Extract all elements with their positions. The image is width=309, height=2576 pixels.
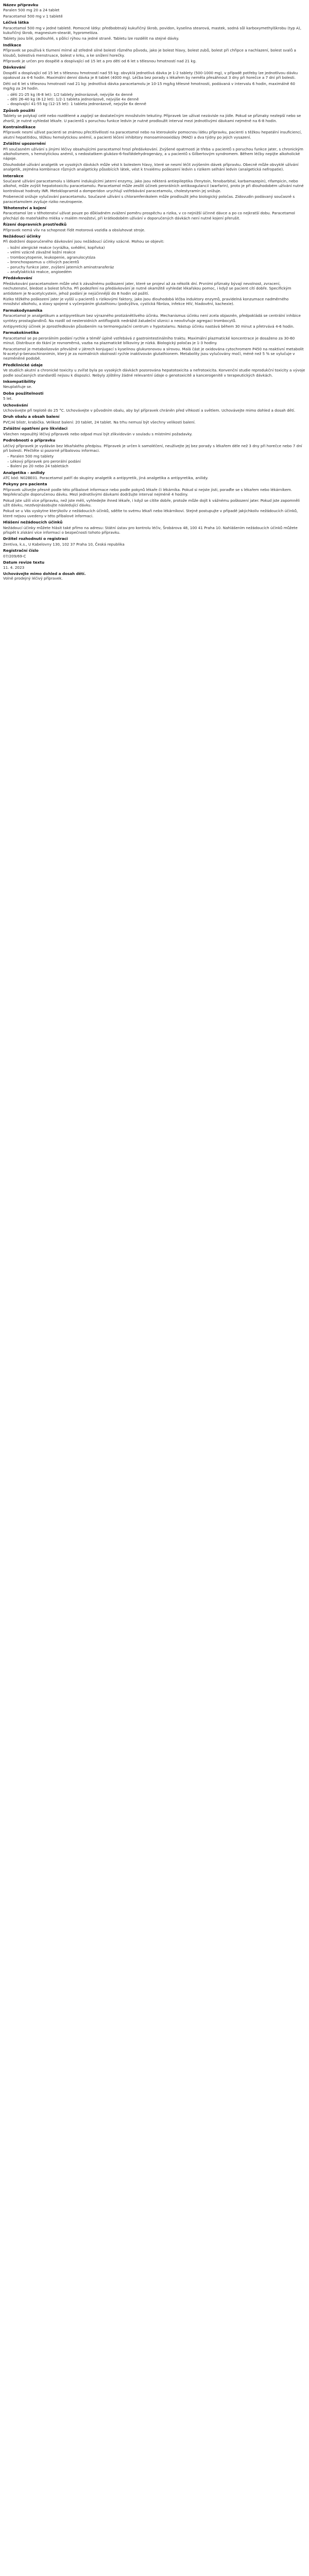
section-title: Farmakodynamika [3, 308, 43, 313]
document-section [3, 426, 306, 436]
section-title: Podrobnosti o přípravku [3, 438, 56, 443]
section-bullet-item: – děti 26-40 kg (8-12 let): 1/2-1 tableta jednorázově, nejvýše 4x denně [7, 97, 306, 101]
document-title: Název přípravku [3, 3, 39, 7]
section-paragraph: ATC kód: N02BE01. Paracetamol patří do skupiny analgetik a antipyretik, jiná analgetika a antipyretika, anilidy. [3, 475, 209, 480]
section-paragraph: Nežádoucí účinky můžete hlásit také přímo na adresu: Státní ústav pro kontrolu léčiv, Šrobárova 48, 100 41 Praha 10. Nahlášením nežádoucích účinků můžete přispět k získání více informací o bezpečnosti tohoto přípravku. [3, 525, 298, 535]
document-section [3, 141, 306, 172]
section-title: Datum revize textu [3, 560, 45, 565]
document-section [3, 391, 306, 401]
section-paragraph: Děti od 6 let s tělesnou hmotností nad 21 kg: jednotlivá dávka paracetamolu je 10-15 mg/kg tělesné hmotnosti, podávaná v intervalu 6 hodin, maximálně 60 mg/kg za 24 hodin. [3, 81, 295, 91]
document-section [3, 125, 306, 140]
section-bullet-item: – velmi vzácně závažné kožní reakce [7, 250, 306, 255]
section-paragraph: Pokud se u Vás vyskytne kterýkoliv z nežádoucích účinků, sdělte to svému lékaři nebo lékárníkovi. Stejně postupujte v případě jakýchkoliv nežádoucích účinků, které nejsou uvedeny v této příbalové informaci. [3, 509, 298, 518]
section-paragraph: Přípravek se používá k tlumení mírné až středně silné bolesti různého původu, jako je bolest hlavy, bolest zubů, bolest při chřipce a nachlazení, bolest svalů a kloubů, bolestivá menstruace, bolest v krku, a ke snížení horečky. [3, 48, 296, 58]
section-paragraph: Paracetamol se po perorálním podání rychle a téměř úplně vstřebává z gastrointestinálního traktu. Maximální plazmatické koncentrace je dosaženo za 30-60 minut. Distribuce do tkání je rovnoměrná, vazba na plazmatické bílkoviny je nízká. Biologický poločas je 1-3 hodiny. [3, 335, 295, 346]
section-paragraph: Probenecid snižuje vylučování paracetamolu. Současné užívání s chloramfenikolem může prodloužit jeho biologický poločas. Zidovudin podávaný současně s paracetamolem zvyšuje riziko neutropenie. [3, 194, 295, 204]
section-paragraph: Při současném užívání s jinými léčivy obsahujícími paracetamol hrozí předávkování. Zvýšené opatrnosti je třeba u pacientů s poruchou funkce jater, s chronickým alkoholismem, s hemolytickou anémií, s nedostatkem glukózo-6-fosfátdehydrogenázy, a u pacientů s Gilbertovým syndromem. Během léčby nepijte alkoholické nápoje. [3, 146, 303, 161]
section-paragraph: Neuplatňuje se. [3, 384, 32, 389]
section-paragraph: Přípravek nemá vliv na schopnost řídit motorová vozidla a obsluhovat stroje. [3, 227, 146, 232]
document-section [3, 276, 306, 306]
section-paragraph: Tablety jsou bílé, podlouhlé, s půlicí rýhou na jedné straně. Tabletu lze rozdělit na stejné dávky. [3, 36, 179, 41]
section-title: Dávkování [3, 65, 26, 70]
section-bullet-item: – poruchy funkce jater, zvýšení jaterních aminotransferáz [7, 265, 306, 269]
section-title: Zvláštní upozornění [3, 141, 46, 146]
section-paragraph: Přípravek je určen pro dospělé a dospívající od 15 let a pro děti od 6 let s tělesnou hmotností nad 21 kg. [3, 59, 197, 64]
section-paragraph: Paracetamol 500 mg v jedné tabletě. Pomocné látky: předbobtnalý kukuřičný škrob, povidon, kyselina stearová, mastek, sodná sůl karboxymethylškrobu (typ A), kukuřičný škrob, magnesium-stearát, hypromelóza. [3, 25, 301, 36]
document-section [3, 330, 306, 361]
section-title: Registrační číslo [3, 548, 39, 553]
document-section [3, 470, 306, 481]
section-bullet-list [7, 454, 306, 468]
section-paragraph: Dospělí a dospívající od 15 let s tělesnou hmotností nad 55 kg: obvyklá jednotlivá dávka je 1-2 tablety (500-1000 mg), v případě potřeby lze jednotlivou dávku opakovat za 4-6 hodin. Maximální denní dávka je 8 tablet (4000 mg). Léčba bez porady s lékařem by neměla přesáhnout 3 dny při horečce a 7 dní při bolesti. [3, 70, 298, 80]
section-paragraph: Léčivý přípravek je vydáván bez lékařského předpisu. Přípravek je určen k samoléčení, neužívejte jej bez porady s lékařem déle než 3 dny při horečce nebo 7 dní při bolesti. Přečtěte si pozorně příbalovou informaci. [3, 443, 302, 453]
section-title: Uchovávání [3, 402, 28, 408]
section-paragraph: Zentiva, k.s., U Kabelovny 130, 102 37 Praha 10, Česká republika [3, 541, 125, 547]
section-bullet-item: – kožní alergické reakce (vyrážka, svědění, kopřivka) [7, 245, 306, 250]
section-paragraph: Přípravek nesmí užívat pacienti se známou přecitlivělostí na paracetamol nebo na kteroukoliv pomocnou látku přípravku, pacienti s těžkou hepatální insuficiencí, akutní hepatitidou, těžkou hemolytickou anémií, a pacienti léčení inhibitory monoaminooxidázy (MAO) a dva týdny po jejich vysazení. [3, 130, 302, 140]
section-title: Doba použitelnosti [3, 391, 44, 396]
section-title: Inkompatibility [3, 379, 36, 384]
document-section [3, 403, 306, 413]
document-section [3, 108, 306, 123]
section-title: Interakce [3, 173, 24, 178]
section-title: Hlášení nežádoucích účinků [3, 520, 63, 525]
section-title: Nežádoucí účinky [3, 234, 41, 239]
section-paragraph: Ve studiích akutní a chronické toxicity u zvířat byla po vysokých dávkách pozorována hepatotoxicita a nefrotoxicita. Konvenční studie reprodukční toxicity a vývoje podle současných standardů nejsou k dispozici. Nebyly zjištěny žádné relevantní údaje o genotoxicitě a kancerogenitě v terapeutických dávkách. [3, 368, 305, 378]
document-section [3, 520, 306, 535]
section-paragraph: Všechen nepoužitý léčivý přípravek nebo odpad musí být zlikvidován v souladu s místními požadavky. [3, 431, 193, 436]
document-footer [3, 571, 306, 581]
product-line: Paralen 500 mg 20 a 24 tablet [3, 8, 60, 13]
document-page [3, 0, 306, 585]
document-sections [3, 20, 306, 570]
section-paragraph: Při dodržení doporučeného dávkování jsou nežádoucí účinky vzácné. Mohou se objevit: [3, 239, 165, 244]
document-section [3, 308, 306, 329]
footer-line-1: Uchovávejte mimo dohled a dosah dětí. [3, 571, 86, 576]
section-paragraph: Riziko těžkého poškození jater je vyšší u pacientů s rizikovými faktory, jako jsou dlouhodobá léčba induktory enzymů, pravidelná konzumace nadměrného množství alkoholu, a stavy spojené s vyčerpáním glutathionu (podvýživa, cystická fibróza, infekce HIV, hladovění, kachexie). [3, 296, 289, 307]
section-title: Kontraindikace [3, 124, 36, 129]
document-section [3, 536, 306, 547]
section-paragraph: Současné užívání paracetamolu s látkami indukujícími jaterní enzymy, jako jsou některá antiepileptika (fenytoin, fenobarbital, karbamazepin), rifampicin, nebo alkohol, může zvýšit hepatotoxicitu paracetamolu. Paracetamol může zesílit účinek perorálních antikoagulancií (warfarin), proto je při dlouhodobém užívání nutné kontrolovat hodnoty INR. Metoklopramid a domperidon urychlují vstřebávání paracetamolu, cholestyramin jej snižuje. [3, 179, 304, 193]
section-title: Držitel rozhodnutí o registraci [3, 536, 68, 541]
section-bullet-list [7, 245, 306, 274]
section-bullet-list [7, 92, 306, 107]
section-bullet-item: – Paralen 500 mg tablety [7, 454, 306, 459]
section-title: Předávkování [3, 276, 32, 281]
section-bullet-item: – anafylaktická reakce, angioedém [7, 269, 306, 274]
section-paragraph: 07/209/69-C [3, 553, 26, 558]
section-title: Analgetika - anilidy [3, 470, 45, 475]
section-paragraph: 11. 4. 2023 [3, 565, 25, 570]
document-section [3, 222, 306, 232]
document-section [3, 234, 306, 274]
section-title: Těhotenství a kojení [3, 206, 46, 211]
document-section [3, 438, 306, 468]
section-title: Řízení dopravních prostředků [3, 222, 67, 227]
section-title: Předklinické údaje [3, 362, 43, 367]
document-section [3, 414, 306, 425]
document-section [3, 560, 306, 570]
section-bullet-item: – Lékový přípravek pro perorální podání [7, 459, 306, 464]
section-paragraph: Antipyretický účinek je zprostředkován působením na termoregulační centrum v hypotalamu. Nástup účinku nastává během 30 minut a přetrvává 4-6 hodin. [3, 324, 295, 329]
section-paragraph: PVC/Al blistr, krabička. Velikost balení: 20 tablet, 24 tablet. Na trhu nemusí být všechny velikosti balení. [3, 419, 196, 425]
section-bullet-item: – děti 21-25 kg (6-8 let): 1/2 tablety jednorázově, nejvýše 4x denně [7, 92, 306, 97]
section-title: Léčivá látka [3, 20, 29, 25]
section-title: Zvláštní opatření pro likvidaci [3, 426, 68, 431]
section-title: Druh obalu a obsah balení [3, 414, 60, 419]
section-bullet-item: – dospívající 41-55 kg (12-15 let): 1 tableta jednorázově, nejvýše 6x denně [7, 101, 306, 106]
section-paragraph: Paracetamol je analgetikum a antipyretikum bez výrazného protizánětlivého účinku. Mechanismus účinku není zcela objasněn, předpokládá se centrální inhibice syntézy prostaglandinů. Na rozdíl od nesteroidních antiflogistik nedráždí žaludeční sliznici a neovlivňuje agregaci trombocytů. [3, 313, 301, 323]
footer-line-2: Volně prodejný léčivý přípravek. [3, 576, 63, 581]
section-paragraph: Uchovávejte při teplotě do 25 °C. Uchovávejte v původním obalu, aby byl přípravek chráněn před vlhkostí a světlem. Uchovávejte mimo dohled a dosah dětí. [3, 408, 296, 413]
section-bullet-item: – bronchospasmus u citlivých pacientů [7, 260, 306, 264]
section-bullet-item: – Balení po 20 nebo 24 tabletách [7, 464, 306, 468]
section-paragraph: Paracetamol je metabolizován převážně v játrech konjugací s kyselinou glukuronovou a sírovou. Malá část je oxidována cytochromem P450 na reaktivní metabolit N-acetyl-p-benzochinonimin, který je za normálních okolností rychle inaktivován glutathionem. Metabolity jsou vylučovány močí, méně než 5 % se vylučuje v nezměněné podobě. [3, 346, 304, 361]
document-section [3, 363, 306, 378]
section-paragraph: Přípravek užívejte přesně podle této příbalové informace nebo podle pokynů lékaře či lékárníka. Pokud si nejste jisti, poraďte se s lékařem nebo lékárníkem. Nepřekračujte doporučenou dávku. Mezi jednotlivými dávkami dodržujte interval nejméně 4 hodiny. [3, 487, 293, 497]
section-title: Pokyny pro pacienta [3, 482, 47, 487]
document-section [3, 65, 306, 106]
composition-line: Paracetamol 500 mg v 1 tabletě [3, 13, 63, 19]
document-section [3, 20, 306, 41]
document-section [3, 43, 306, 64]
section-title: Indikace [3, 42, 22, 47]
document-section [3, 174, 306, 204]
section-paragraph: 5 let. [3, 396, 13, 401]
document-section [3, 379, 306, 389]
document-section [3, 206, 306, 221]
section-paragraph: Dlouhodobé užívání analgetik ve vysokých dávkách může vést k bolestem hlavy, které se nesmí léčit zvýšením dávek přípravku. Obecně může obvyklé užívání analgetik, zejména kombinace různých analgeticky působících látek, vést k trvalému poškození ledvin s rizikem selhání ledvin (analgetická nefropatie). [3, 162, 299, 172]
document-section [3, 482, 306, 518]
section-title: Způsob použití [3, 108, 35, 113]
section-title: Farmakokinetika [3, 330, 39, 335]
section-paragraph: Pokud jste užili více přípravku, než jste měli, vyhledejte ihned lékaře, i když se cítíte dobře, protože může dojít k vážnému poškození jater. Pokud jste zapomněli užít dávku, nezdvojnásobujte následující dávku. [3, 498, 300, 507]
section-paragraph: Předávkování paracetamolem může vést k závažnému poškození jater, které se projeví až za několik dní. Prvními příznaky bývají nevolnost, zvracení, nechutenství, bledost a bolest břicha. Při podezření na předávkování je nutné okamžitě vyhledat lékařskou pomoc, i když se pacient cítí dobře. Specifickým antidotem je N-acetylcystein, jehož podání je nejúčinnější do 8 hodin od požití. [3, 281, 291, 296]
document-section [3, 548, 306, 558]
section-bullet-item: – trombocytopenie, leukopenie, agranulocytóza [7, 255, 306, 260]
document-header [3, 3, 306, 19]
section-paragraph: Tablety se polykají celé nebo rozdělené a zapíjejí se dostatečným množstvím tekutiny. Přípravek lze užívat nezávisle na jídle. Pokud se příznaky nezlepší nebo se zhorší, je nutné vyhledat lékaře. U pacientů s poruchou funkce ledvin je nutné prodloužit interval mezi jednotlivými dávkami nejméně na 6-8 hodin. [3, 113, 301, 123]
section-paragraph: Paracetamol lze v těhotenství užívat pouze po důkladném zvážení poměru prospěchu a rizika, v co nejnižší účinné dávce a po co nejkratší dobu. Paracetamol přechází do mateřského mléka v malém množství, při krátkodobém užívání v doporučených dávkách není nutné kojení přerušit. [3, 211, 295, 221]
